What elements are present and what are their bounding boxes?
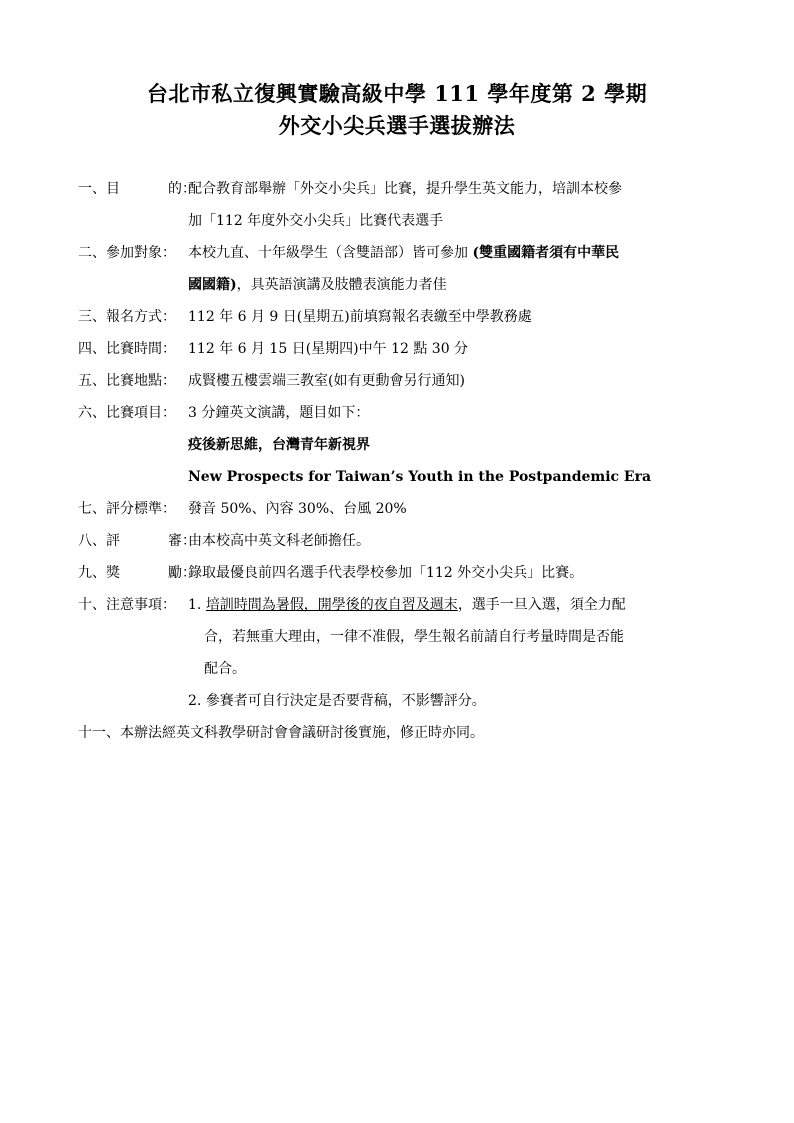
section-1-label [78,180,196,198]
section-8-label [78,532,196,550]
section-2-line2-bold: 國國籍) [188,277,237,293]
section-3-label: 三、報名方式： [78,309,176,325]
section-7-label: 七、評分標準： [78,501,176,517]
section-6-topic-en: New Prospects for Taiwan’s Youth in the Postpandemic Era [188,469,652,485]
section-5-label: 五、比賽地點： [78,373,176,389]
section-6-text: 3 分鐘英文演講，題目如下： [188,405,370,421]
section-6-topic-zh: 疫後新思維，台灣青年新視界 [188,437,370,453]
section-8-number: 八、 [78,533,106,549]
section-9-label-char-b: 勵： [168,565,196,581]
section-9-label-char-a: 獎 [106,565,120,581]
section-6-label: 六、比賽項目： [78,405,176,421]
section-1-line1: 配合教育部舉辦「外交小尖兵」比賽，提升學生英文能力，培訓本校參 [188,181,622,197]
section-2-label: 二、參加對象： [78,245,176,261]
section-10-label: 十、注意事項： [78,597,176,613]
section-10-item1-line1 [188,596,626,614]
section-9-number: 九、 [78,565,106,581]
section-7-text: 發音 50%、內容 30%、台風 20% [188,501,407,517]
section-2-line2 [188,276,447,294]
section-1-label-char-b: 的： [168,181,196,197]
document-title-line1: 台北市私立復興實驗高級中學 111 學年度第 2 學期 [146,81,648,106]
section-10-item1-number: 1. [188,597,206,613]
section-8-label-char-b: 審： [168,533,196,549]
section-8-text: 由本校高中英文科老師擔任。 [188,533,370,549]
section-10-item1-line3: 配合。 [204,661,246,677]
section-10-item1-line2: 合，若無重大理由，一律不准假，學生報名前請自行考量時間是否能 [204,629,624,645]
section-11-text: 十一、本辦法經英文科教學研討會會議研討後實施，修正時亦同。 [78,725,484,741]
section-2-line1-bold: (雙重國籍者須有中華民 [472,245,620,261]
section-8-label-char-a: 評 [106,533,120,549]
section-2-line2-normal: ，具英語演講及肢體表演能力者佳 [236,277,447,293]
section-10-item1-rest: ，選手一旦入選，須全力配 [457,597,626,613]
section-9-label [78,564,196,582]
section-2-line1 [188,244,619,262]
section-5-text: 成賢樓五樓雲端三教室(如有更動會另行通知) [188,373,465,389]
section-10-item2: 2. 參賽者可自行決定是否要背稿，不影響評分。 [188,693,486,709]
section-10-item1-underlined: 培訓時間為暑假，開學後的夜自習及週末 [205,597,458,613]
section-3-text: 112 年 6 月 9 日(星期五)前填寫報名表繳至中學教務處 [188,309,532,325]
section-9-text: 錄取最優良前四名選手代表學校參加「112 外交小尖兵」比賽。 [188,565,584,581]
section-4-label: 四、比賽時間： [78,341,176,357]
section-2-line1-normal: 本校九直、十年級學生（含雙語部）皆可參加 [188,245,473,261]
document-title-line2: 外交小尖兵選手選拔辦法 [278,113,516,138]
section-1-number: 一、 [78,181,106,197]
section-1-line2: 加「112 年度外交小尖兵」比賽代表選手 [188,213,444,229]
section-4-text: 112 年 6 月 15 日(星期四)中午 12 點 30 分 [188,341,469,357]
section-1-label-char-a: 目 [106,181,120,197]
